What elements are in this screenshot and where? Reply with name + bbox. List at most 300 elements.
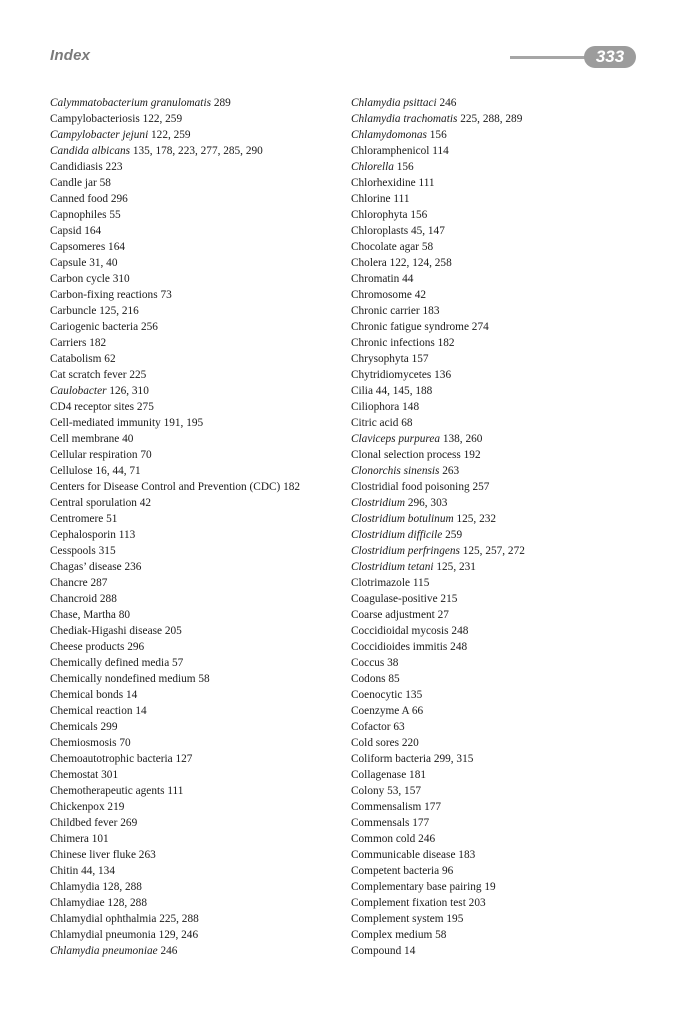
index-term: Centromere (50, 513, 104, 525)
index-entry (351, 111, 651, 127)
index-entry (351, 303, 651, 319)
index-entry (50, 111, 345, 127)
index-page-refs: 58 (421, 241, 434, 253)
index-entry (351, 815, 651, 831)
index-page-refs: 203 (468, 897, 486, 909)
index-entry (351, 703, 651, 719)
index-page-refs: 129, 246 (158, 929, 199, 941)
index-term: Chemicals (50, 721, 98, 733)
index-page-refs: 111 (393, 193, 410, 205)
index-page-refs: 38 (387, 657, 399, 669)
index-page-refs: 125, 216 (99, 305, 139, 317)
index-page-refs: 125, 232 (456, 513, 497, 525)
index-entry (351, 639, 651, 655)
index-page-refs: 274 (471, 321, 489, 333)
index-term: Catabolism (50, 353, 102, 365)
index-entry (351, 767, 651, 783)
index-term: Centers for Disease Control and Prevention (CDC) (50, 481, 281, 493)
index-page-refs: 223 (105, 161, 123, 173)
index-page-refs: 164 (84, 225, 102, 237)
index-term: Chromosome (351, 289, 412, 301)
index-term: Carbon-fixing reactions (50, 289, 158, 301)
index-entry (351, 159, 651, 175)
index-term: Childbed fever (50, 817, 118, 829)
index-term: Coccidioidal mycosis (351, 625, 449, 637)
index-entry (50, 623, 345, 639)
index-page-refs: 220 (401, 737, 419, 749)
index-entry (351, 447, 651, 463)
index-page-refs: 156 (396, 161, 414, 173)
index-term: Campylobacteriosis (50, 113, 140, 125)
index-page-refs: 225, 288 (159, 913, 199, 925)
index-page-refs: 44, 134 (81, 865, 115, 877)
index-term: Common cold (351, 833, 416, 845)
index-term: Chlamydomonas (351, 129, 427, 141)
index-term: Chlamydia pneumoniae (50, 945, 158, 957)
index-page-refs: 296 (127, 641, 145, 653)
index-entry (50, 127, 345, 143)
index-entry (351, 479, 651, 495)
index-page-refs: 16, 44, 71 (95, 465, 141, 477)
index-page-refs: 259 (445, 529, 463, 541)
index-column-right (351, 95, 651, 959)
index-term: Complement system (351, 913, 444, 925)
index-page-refs: 299 (100, 721, 118, 733)
index-column-left (50, 95, 345, 959)
index-entry (50, 591, 345, 607)
index-term: Cellulose (50, 465, 93, 477)
index-page-refs: 157 (411, 353, 429, 365)
index-term: Chitin (50, 865, 79, 877)
index-term: Cold sores (351, 737, 400, 749)
index-entry (351, 207, 651, 223)
index-term: Coccus (351, 657, 385, 669)
index-term: Coarse adjustment (351, 609, 435, 621)
index-term: Competent bacteria (351, 865, 440, 877)
index-page-refs: 296 (110, 193, 128, 205)
index-term: Chronic infections (351, 337, 435, 349)
index-term: Clotrimazole (351, 577, 410, 589)
index-entry (351, 895, 651, 911)
index-term: Candidiasis (50, 161, 103, 173)
index-entry (50, 479, 345, 495)
index-page-refs: 177 (412, 817, 430, 829)
index-term: Carbuncle (50, 305, 97, 317)
index-page-refs: 85 (388, 673, 400, 685)
index-page-refs: 236 (124, 561, 142, 573)
index-term: Collagenase (351, 769, 407, 781)
index-term: Chlamydial pneumonia (50, 929, 156, 941)
index-term: Campylobacter jejuni (50, 129, 149, 141)
index-page-refs: 122, 124, 258 (389, 257, 452, 269)
index-page-refs: 42 (139, 497, 152, 509)
index-term: Clostridium (351, 497, 405, 509)
index-page-refs: 182 (283, 481, 301, 493)
index-page-refs: 44, 145, 188 (375, 385, 433, 397)
index-term: Communicable disease (351, 849, 456, 861)
index-term: Canned food (50, 193, 109, 205)
index-page-refs: 14 (135, 705, 147, 717)
index-term: Chocolate agar (351, 241, 420, 253)
index-entry (351, 351, 651, 367)
index-page-refs: 148 (402, 401, 420, 413)
index-term: Complement fixation test (351, 897, 466, 909)
index-page-refs: 14 (125, 689, 138, 701)
index-page-refs: 156 (429, 129, 447, 141)
index-entry (50, 847, 345, 863)
index-page-refs: 177 (424, 801, 442, 813)
index-entry (50, 687, 345, 703)
index-page-refs: 181 (409, 769, 426, 781)
index-entry (351, 543, 651, 559)
index-entry (351, 799, 651, 815)
index-page-refs: 299, 315 (433, 753, 474, 765)
index-entry (351, 239, 651, 255)
index-entry (351, 751, 651, 767)
index-page-refs: 183 (458, 849, 476, 861)
index-page-refs: 183 (422, 305, 440, 317)
index-page-refs: 27 (437, 609, 449, 621)
index-term: Chronic fatigue syndrome (351, 321, 469, 333)
index-page-refs: 96 (441, 865, 454, 877)
index-page-refs: 122, 259 (151, 129, 191, 141)
index-entry (351, 879, 651, 895)
index-page-refs: 122, 259 (142, 113, 183, 125)
index-entry (50, 607, 345, 623)
index-term: Compound (351, 945, 402, 957)
index-term: Chemically nondefined medium (50, 673, 196, 685)
index-term: Cholera (351, 257, 387, 269)
index-entry (50, 927, 345, 943)
index-entry (351, 431, 651, 447)
index-term: Chronic carrier (351, 305, 420, 317)
index-term: Clostridium perfringens (351, 545, 460, 557)
index-entry (351, 591, 651, 607)
index-page-refs: 301 (101, 769, 119, 781)
index-page-refs: 269 (120, 817, 138, 829)
index-entry (50, 767, 345, 783)
index-entry (351, 735, 651, 751)
index-term: Chediak-Higashi disease (50, 625, 162, 637)
index-entry (50, 447, 345, 463)
index-term: Clonorchis sinensis (351, 465, 440, 477)
index-entry (351, 287, 651, 303)
index-entry (50, 719, 345, 735)
index-term: Chancre (50, 577, 88, 589)
index-entry (351, 831, 651, 847)
index-page-refs: 111 (167, 785, 184, 797)
index-term: Chancroid (50, 593, 98, 605)
index-term: Carbon cycle (50, 273, 110, 285)
index-term: Central sporulation (50, 497, 137, 509)
index-entry (50, 911, 345, 927)
index-page-refs: 287 (90, 577, 108, 589)
index-term: Citric acid (351, 417, 399, 429)
index-entry (351, 255, 651, 271)
index-term: Chrysophyta (351, 353, 409, 365)
index-term: Chlamydia trachomatis (351, 113, 458, 125)
index-page-refs: 195 (446, 913, 464, 925)
index-page-refs: 275 (136, 401, 154, 413)
index-page-refs: 288 (99, 593, 117, 605)
index-term: Coliform bacteria (351, 753, 431, 765)
index-page-refs: 263 (138, 849, 156, 861)
index-term: Capsid (50, 225, 82, 237)
index-term: Chemically defined media (50, 657, 170, 669)
index-entry (50, 575, 345, 591)
index-page-refs: 164 (108, 241, 125, 253)
index-term: Capnophiles (50, 209, 107, 221)
index-term: Candle jar (50, 177, 97, 189)
index-entry (50, 383, 345, 399)
index-term: Capsule (50, 257, 87, 269)
index-entry (351, 927, 651, 943)
index-entry (50, 639, 345, 655)
index-term: Capsomeres (50, 241, 106, 253)
index-entry (351, 655, 651, 671)
index-entry (351, 367, 651, 383)
index-entry (50, 527, 345, 543)
index-page-refs: 53, 157 (387, 785, 421, 797)
index-entry (351, 687, 651, 703)
index-entry (50, 271, 345, 287)
index-page-refs: 58 (198, 673, 210, 685)
running-header-title: Index (50, 47, 91, 64)
index-page-refs: 128, 288 (107, 897, 147, 909)
index-page-refs: 135 (405, 689, 423, 701)
index-entry (50, 735, 345, 751)
index-entry (50, 783, 345, 799)
index-entry (50, 415, 345, 431)
index-entry (351, 383, 651, 399)
index-entry (50, 175, 345, 191)
index-page-refs: 225, 288, 289 (460, 113, 523, 125)
index-entry (351, 175, 651, 191)
index-entry (50, 287, 345, 303)
index-term: Chimera (50, 833, 89, 845)
index-term: Chase, Martha (50, 609, 116, 621)
index-page-refs: 51 (106, 513, 118, 525)
index-entry (351, 127, 651, 143)
index-entry (351, 463, 651, 479)
index-page-refs: 182 (89, 337, 107, 349)
index-term: Chlamydia psittaci (351, 97, 437, 109)
index-entry (50, 351, 345, 367)
index-entry (351, 943, 651, 959)
index-entry (50, 207, 345, 223)
index-term: Chagas’ disease (50, 561, 122, 573)
index-entry (50, 879, 345, 895)
index-page-refs: 40 (122, 433, 134, 445)
index-page-refs: 225 (129, 369, 147, 381)
index-page-refs: 73 (160, 289, 172, 301)
index-page-refs: 68 (401, 417, 413, 429)
index-page-refs: 80 (118, 609, 131, 621)
index-term: Clostridium botulinum (351, 513, 454, 525)
index-entry (50, 751, 345, 767)
index-entry (351, 319, 651, 335)
index-page-refs: 182 (437, 337, 455, 349)
index-entry (351, 335, 651, 351)
page-number-badge: 333 (584, 46, 636, 68)
index-page-refs: 263 (442, 465, 460, 477)
index-term: Coagulase-positive (351, 593, 438, 605)
index-page-refs: 44 (402, 273, 414, 285)
index-entry (50, 815, 345, 831)
index-entry (50, 799, 345, 815)
index-entry (50, 495, 345, 511)
index-entry (351, 575, 651, 591)
index-term: Chlorine (351, 193, 391, 205)
index-term: Chlamydia (50, 881, 100, 893)
index-page-refs: 205 (164, 625, 182, 637)
index-entry (351, 783, 651, 799)
index-page-refs: 115 (412, 577, 430, 589)
index-page-refs: 114 (432, 145, 449, 157)
index-entry (351, 863, 651, 879)
index-entry (50, 255, 345, 271)
index-page-refs: 126, 310 (109, 385, 149, 397)
index-term: Chickenpox (50, 801, 105, 813)
index-page-refs: 19 (484, 881, 496, 893)
index-page-refs: 246 (418, 833, 436, 845)
index-term: Cesspools (50, 545, 96, 557)
index-entry (351, 399, 651, 415)
index-page-refs: 113 (118, 529, 136, 541)
index-term: Cofactor (351, 721, 391, 733)
index-page-refs: 192 (463, 449, 481, 461)
index-page-refs: 257 (472, 481, 490, 493)
index-entry (351, 95, 651, 111)
index-page-refs: 70 (119, 737, 131, 749)
index-entry (50, 863, 345, 879)
index-page-refs: 296, 303 (407, 497, 448, 509)
index-page-refs: 125, 231 (436, 561, 476, 573)
index-page-refs: 125, 257, 272 (462, 545, 525, 557)
index-page-refs: 31, 40 (89, 257, 118, 269)
index-page-refs: 128, 288 (102, 881, 142, 893)
index-term: Chlorhexidine (351, 177, 416, 189)
index-page-refs: 62 (104, 353, 116, 365)
index-entry (50, 943, 345, 959)
index-page-refs: 315 (98, 545, 116, 557)
index-term: Candida albicans (50, 145, 131, 157)
index-term: Colony (351, 785, 385, 797)
index-entry (50, 303, 345, 319)
index-page-refs: 156 (410, 209, 428, 221)
index-entry (50, 191, 345, 207)
index-page-refs: 289 (213, 97, 231, 109)
index-term: Chlorella (351, 161, 394, 173)
index-term: Chemoautotrophic bacteria (50, 753, 173, 765)
index-entry (50, 95, 345, 111)
index-term: Chlamydiae (50, 897, 105, 909)
index-entry (351, 415, 651, 431)
index-page-refs: 310 (112, 273, 130, 285)
index-page-refs: 127 (175, 753, 193, 765)
index-entry (50, 319, 345, 335)
index-entry (50, 239, 345, 255)
index-entry (50, 655, 345, 671)
index-page-refs: 42 (414, 289, 427, 301)
index-term: Chloramphenicol (351, 145, 430, 157)
index-page-refs: 246 (160, 945, 178, 957)
index-term: Chinese liver fluke (50, 849, 136, 861)
index-page-refs: 66 (411, 705, 424, 717)
index-entry (351, 607, 651, 623)
index-entry (50, 671, 345, 687)
index-term: Clonal selection process (351, 449, 461, 461)
index-page-refs: 248 (451, 625, 469, 637)
index-page-refs: 215 (440, 593, 458, 605)
index-term: Chlorophyta (351, 209, 408, 221)
index-entry (50, 559, 345, 575)
index-entry (50, 159, 345, 175)
index-term: Cephalosporin (50, 529, 116, 541)
index-page-refs: 219 (107, 801, 125, 813)
index-page-refs: 63 (393, 721, 405, 733)
index-entry (351, 143, 651, 159)
index-page-refs: 70 (140, 449, 152, 461)
index-term: Cilia (351, 385, 373, 397)
index-entry (50, 463, 345, 479)
index-entry (351, 559, 651, 575)
index-entry (351, 527, 651, 543)
index-term: Commensalism (351, 801, 422, 813)
index-term: Cellular respiration (50, 449, 138, 461)
index-term: Chemical bonds (50, 689, 124, 701)
index-page-refs: 138, 260 (442, 433, 483, 445)
index-page-refs: 14 (404, 945, 416, 957)
index-page-refs: 246 (439, 97, 457, 109)
index-entry (50, 367, 345, 383)
index-entry (50, 511, 345, 527)
index-term: Codons (351, 673, 386, 685)
index-term: CD4 receptor sites (50, 401, 135, 413)
index-entry (50, 223, 345, 239)
index-term: Chytridiomycetes (351, 369, 432, 381)
index-term: Ciliophora (351, 401, 400, 413)
index-page-refs: 55 (109, 209, 121, 221)
index-term: Caulobacter (50, 385, 107, 397)
index-term: Claviceps purpurea (351, 433, 441, 445)
index-term: Coccidioides immitis (351, 641, 448, 653)
index-page-refs: 248 (450, 641, 468, 653)
index-term: Complex medium (351, 929, 433, 941)
index-term: Chemiosmosis (50, 737, 117, 749)
index-entry (351, 223, 651, 239)
index-term: Chemotherapeutic agents (50, 785, 165, 797)
index-entry (50, 543, 345, 559)
index-entry (50, 703, 345, 719)
header-rule (510, 56, 590, 59)
index-term: Commensals (351, 817, 410, 829)
index-term: Clostridial food poisoning (351, 481, 470, 493)
index-page-refs: 111 (418, 177, 435, 189)
index-page-refs: 191, 195 (163, 417, 204, 429)
index-entry (351, 847, 651, 863)
index-term: Chromatin (351, 273, 400, 285)
index-entry (351, 271, 651, 287)
index-term: Cat scratch fever (50, 369, 127, 381)
index-page-refs: 136 (434, 369, 452, 381)
index-term: Chlamydial ophthalmia (50, 913, 157, 925)
index-term: Clostridium difficile (351, 529, 443, 541)
index-entry (351, 623, 651, 639)
index-page-refs: 135, 178, 223, 277, 285, 290 (132, 145, 263, 157)
index-page-refs: 256 (140, 321, 158, 333)
index-term: Cheese products (50, 641, 125, 653)
